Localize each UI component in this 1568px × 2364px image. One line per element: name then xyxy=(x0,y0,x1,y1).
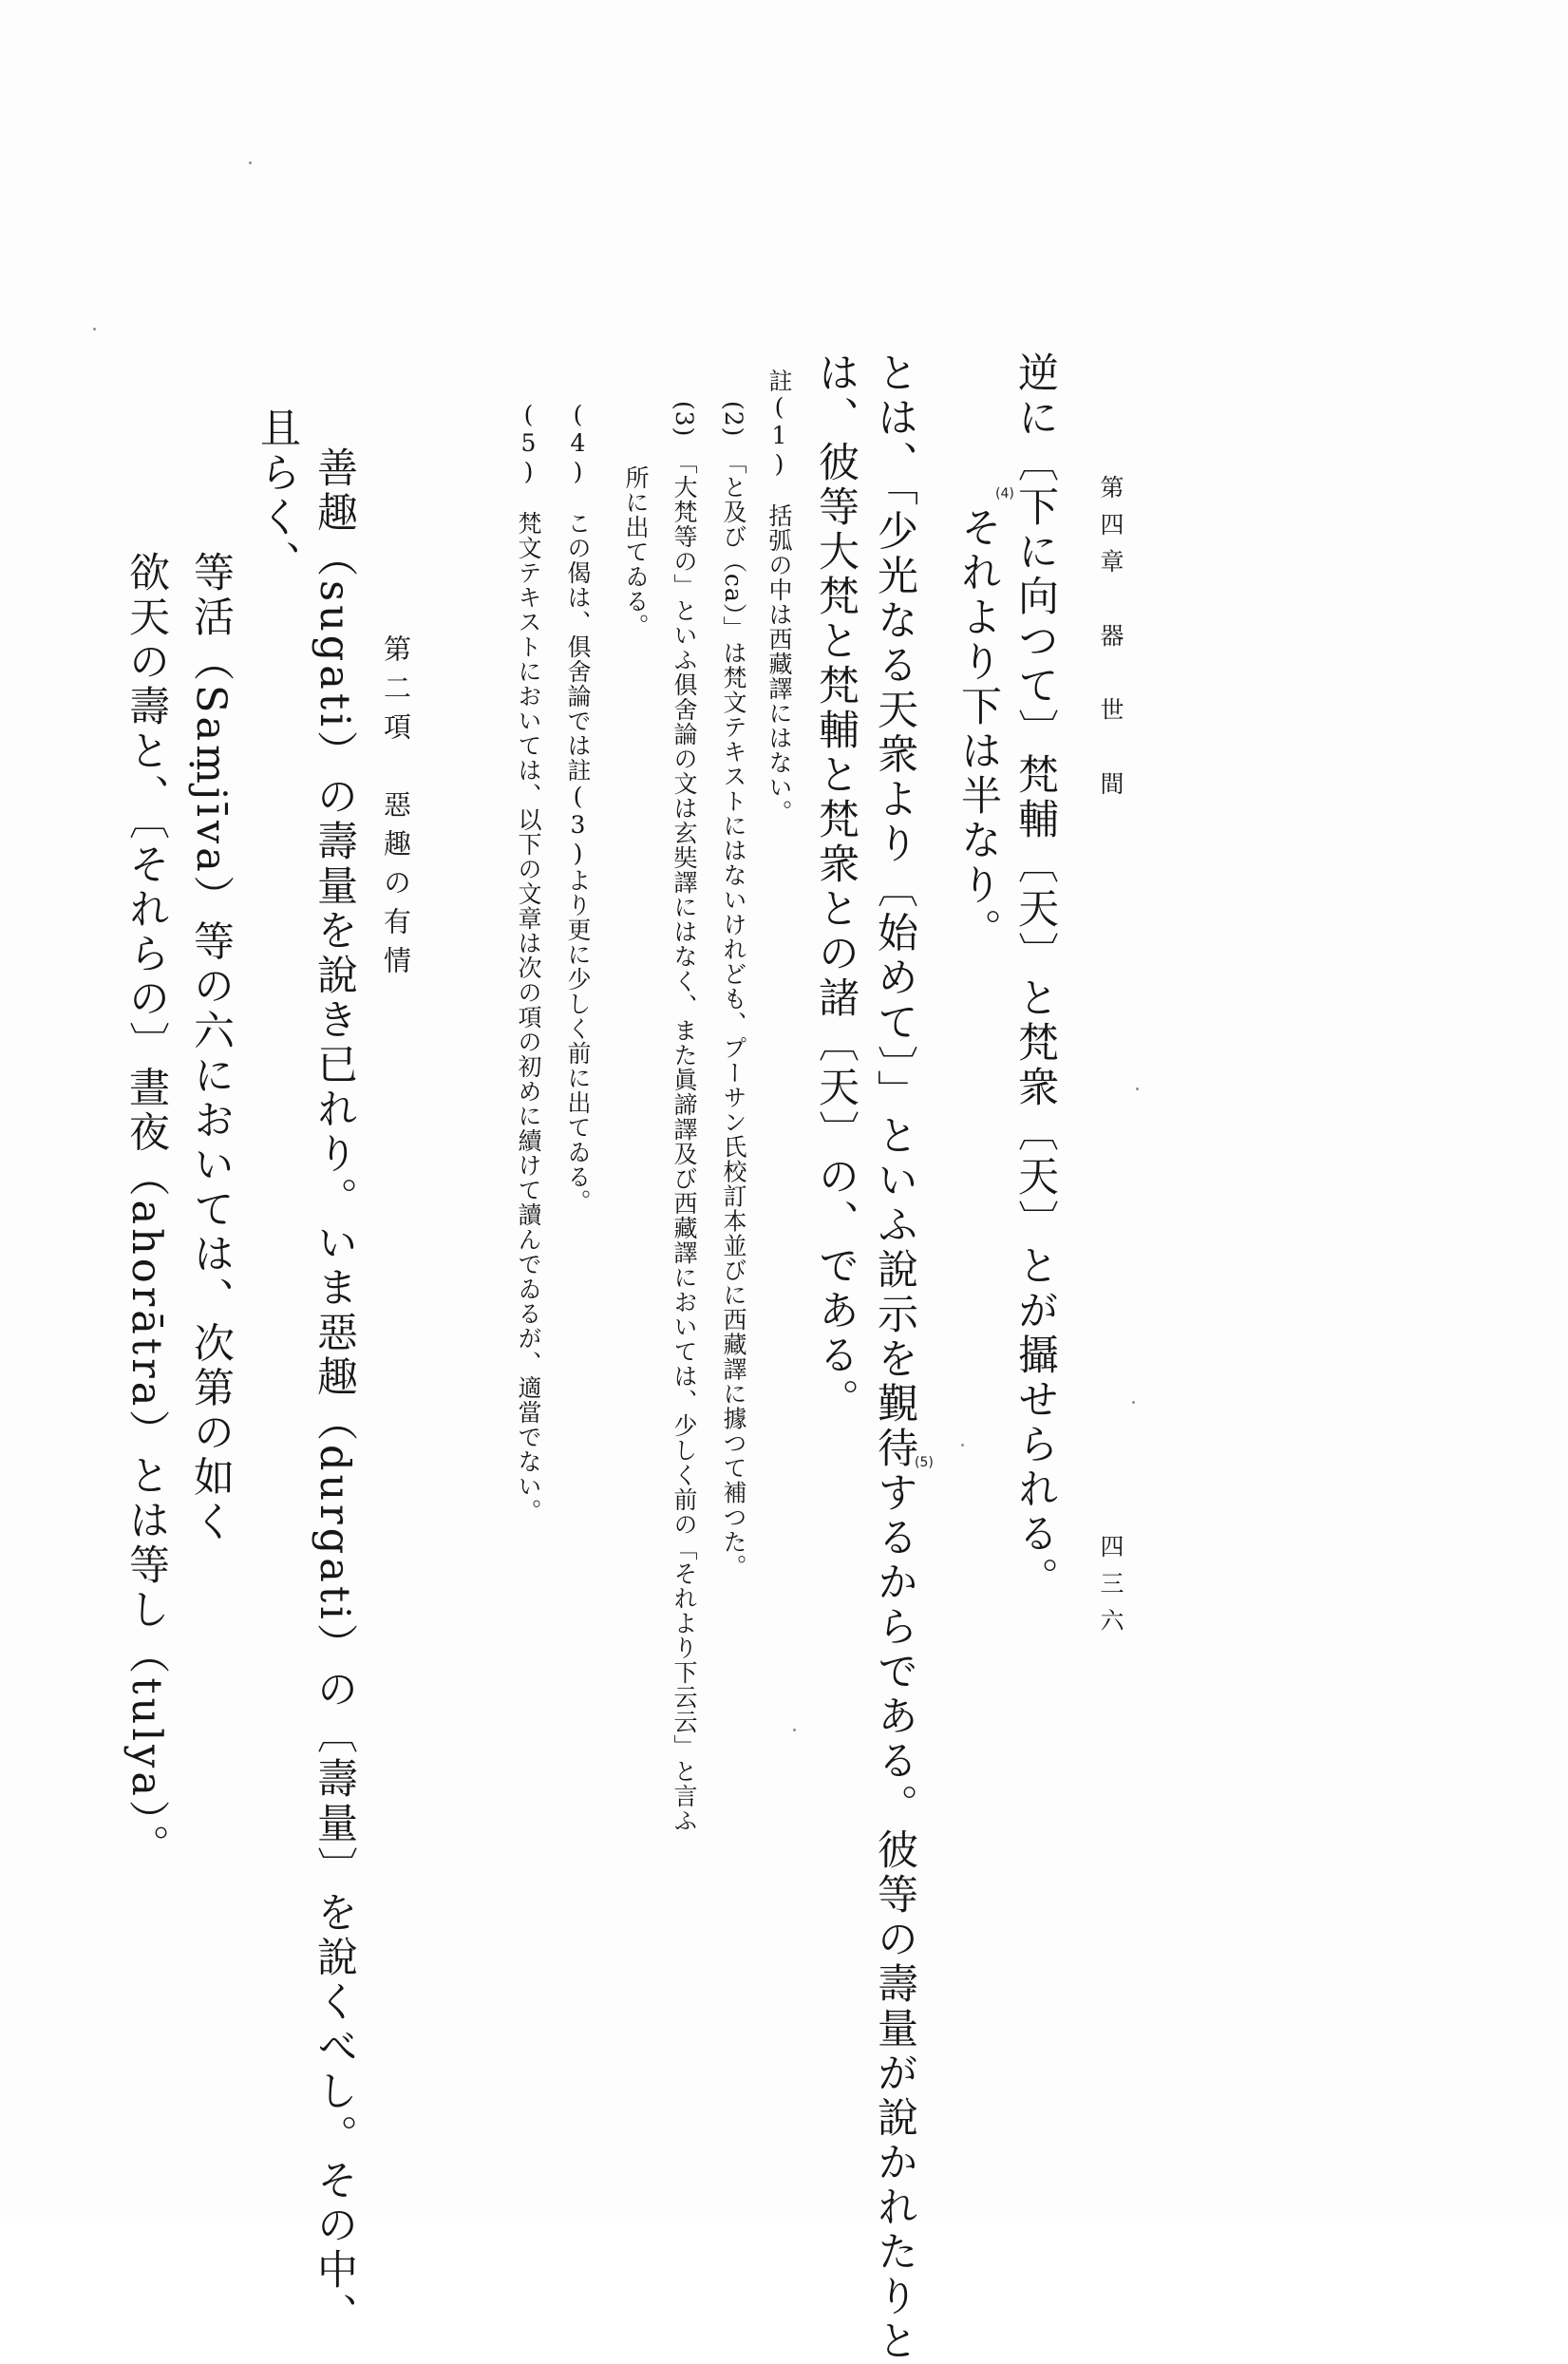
body2-line-4: 欲天の壽と、〔それらの〕晝夜（ahorātra）とは等し（tulya）。 xyxy=(123,551,170,1869)
body-line-1: 逆に〔下に向つて〕梵輔〔天〕と梵衆〔天〕とが攝せられる。 xyxy=(1011,351,1059,1601)
footnote-4: (4) この偈は、俱舍論では註(3)より更に少しく前に出てゐる。 xyxy=(564,401,592,1214)
footnote-5: (5) 梵文テキストにおいては、以下の文章は次の項の初めに續けて讀んでゐるが、適當でない。 xyxy=(515,401,542,1523)
scan-speck xyxy=(249,161,252,164)
footnote-marker-4: (4) xyxy=(995,486,1014,501)
page-number: 四三六 xyxy=(1097,1534,1124,1645)
body2-line-3: 等活（Saṃjīva）等の六においては、次第の如く xyxy=(187,551,235,1545)
body-line-3: とは、「少光なる天衆より〔始めて〕」といふ說示を覲待するからである。彼等の壽量が說かれたりと xyxy=(871,351,918,2364)
footnote-marker-5: (5) xyxy=(915,1455,934,1470)
scan-speck xyxy=(1136,1087,1139,1090)
chapter-header: 第四章 器 世 間 xyxy=(1097,475,1124,808)
scan-speck xyxy=(1132,1401,1135,1404)
scan-speck xyxy=(793,1729,796,1731)
footnote-3-cont: 所に出てゐる。 xyxy=(622,465,650,638)
footnote-1: 註(1) 括弧の中は西藏譯にはない。 xyxy=(765,369,793,824)
footnote-2: (2) 「と及び（ca）」は梵文テキストにはないけれども、プーサン氏校訂本並びに西藏譯に據つて補つた。 xyxy=(720,401,747,1579)
body-line-4: は、彼等大梵と梵輔と梵衆との諸〔天〕の、である。 xyxy=(812,351,860,1423)
footnote-3: (3) 「大梵等の」といふ俱舍論の文は玄奘譯にはなく、また眞諦譯及び西藏譯においては、少しく前の「それより下云云」と言ふ xyxy=(671,401,698,1833)
section-title: 第二項 惡趣の有情 xyxy=(380,634,412,985)
body2-line-2: 且らく、 xyxy=(254,407,301,585)
body2-line-1: 善趣（sugati）の壽量を說き已れり。いま惡趣（durgati）の〔壽量〕を說くべし。その中、 xyxy=(311,446,358,2337)
scan-speck xyxy=(961,1444,964,1447)
scan-speck xyxy=(93,328,96,331)
body-line-2: それより下は半なり。 xyxy=(954,506,1002,953)
